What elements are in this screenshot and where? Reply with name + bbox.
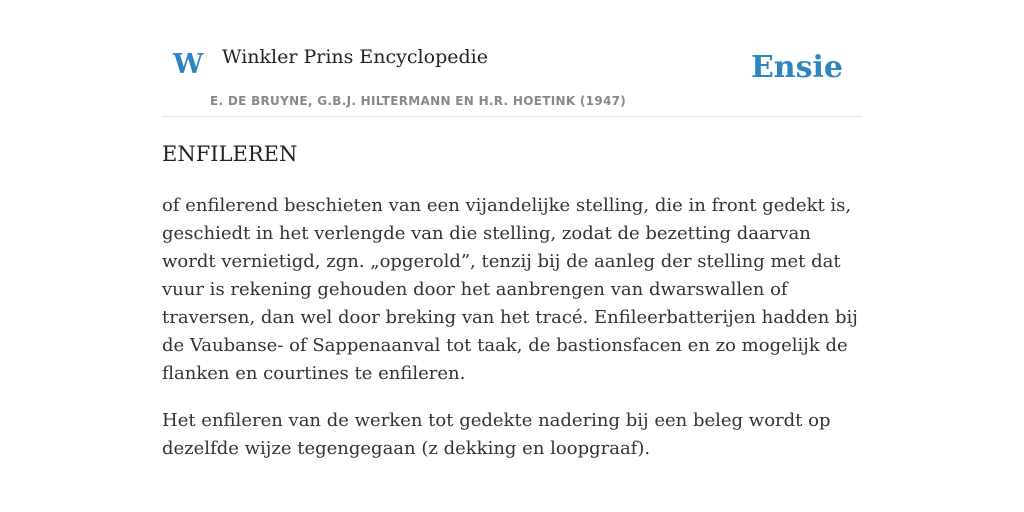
entry-title: ENFILEREN [162, 142, 298, 166]
source-logo[interactable]: W [173, 49, 204, 80]
entry-paragraph: of enfilerend beschieten van een vijandelijke stelling, die in front gedekt is, geschiedt in het verlengde van die stelling, zodat de bezetting daarvan wordt vernietigd, zgn. „opgerold”, tenzij bij de aanleg der stelling met dat vuur is rekening gehouden door het aanbrengen van dwarswallen of traversen, dan wel door breking van het tracé. Enfileerbatterijen hadden bij de Vaubanse- of Sappenaanval tot taak, de bastionsfacen en zo mogelijk de flanken en courtines te enfileren. [162, 195, 858, 384]
source-header [162, 30, 862, 117]
ensie-logo-link[interactable]: Ensie [750, 50, 843, 85]
entry-paragraph: Het enfileren van de werken tot gedekte nadering bij een beleg wordt op dezelfde wijze tegengegaan (z dekking en loopgraaf). [162, 410, 831, 459]
entry-body [162, 192, 862, 482]
source-title-link[interactable]: Winkler Prins Encyclopedie [222, 46, 488, 68]
source-authors: E. DE BRUYNE, G.B.J. HILTERMANN EN H.R. HOETINK (1947) [210, 94, 627, 108]
